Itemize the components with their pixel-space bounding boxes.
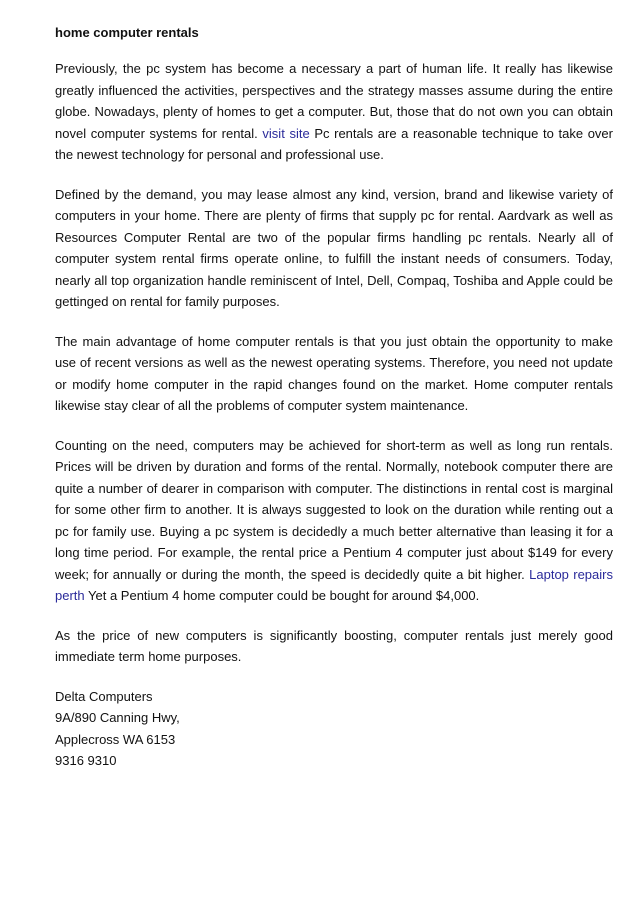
paragraph-1-text-after: Pc rentals are a reasonable technique to take over the newest technology for personal and professional use. bbox=[55, 125, 613, 162]
paragraph-1-text: Previously, the pc system has become a necessary a part of human life. It really has likewise greatly influenced the activities, perspectives and the strategy masses assume during the entire globe. Nowadays, plenty of homes to get a computer. But, those that do not own you can obtain novel computer systems for rental. bbox=[55, 61, 613, 141]
paragraph-4-text: Counting on the need, computers may be achieved for short-term as well as long run rentals. Prices will be driven by duration and forms of the rental. Normally, notebook computer there are quite a number of dearer in comparison with computer. The distinctions in rental cost is marginal for some other firm to another. It is always suggested to look on the duration while renting out a pc for family use. Buying a pc system is decidedly a much better alternative than leasing it for a long time period. For example, the rental price a Pentium 4 computer just about $149 for every week; for annually or during the month, the speed is decidedly quite a bit higher. bbox=[55, 437, 613, 582]
paragraph-2: Defined by the demand, you may lease almost any kind, version, brand and likewise variety of computers in your home. There are plenty of firms that supply pc for rental. Aardvark as well as Resources Computer Rental are two of the popular firms handling pc rentals. Nearly all of computer system rental firms operate online, to fulfill the instant needs of consumers. Today, nearly all top organization handle reminiscent of Intel, Dell, Compaq, Toshiba and Apple could be gettinged on rental for family purposes. bbox=[55, 186, 613, 309]
document-page bbox=[55, 20, 613, 772]
paragraph-5: As the price of new computers is significantly boosting, computer rentals just merely good immediate term home purposes. bbox=[55, 627, 613, 664]
paragraph-1 bbox=[55, 58, 613, 166]
laptop-repairs-link[interactable]: Laptop repairs perth bbox=[55, 566, 613, 603]
page-title: home computer rentals bbox=[55, 25, 199, 40]
paragraph-3: The main advantage of home computer rentals is that you just obtain the opportunity to make use of recent versions as well as the newest operating systems. Therefore, you need not update or modify home computer in the rapid changes found on the market. Home computer rentals likewise stay clear of all the problems of computer system maintenance. bbox=[55, 333, 613, 413]
visit-site-link[interactable]: visit site bbox=[262, 125, 310, 141]
paragraph-4 bbox=[55, 435, 613, 607]
phone-number: 9316 9310 bbox=[55, 753, 117, 768]
paragraph-4-text-after: Yet a Pentium 4 home computer could be bought for around $4,000. bbox=[88, 588, 480, 603]
city-address: Applecross WA 6153 bbox=[55, 731, 176, 747]
street-address: 9A/890 Canning Hwy, bbox=[55, 710, 180, 725]
contact-address bbox=[55, 686, 613, 772]
company-name: Delta Computers bbox=[55, 688, 153, 704]
